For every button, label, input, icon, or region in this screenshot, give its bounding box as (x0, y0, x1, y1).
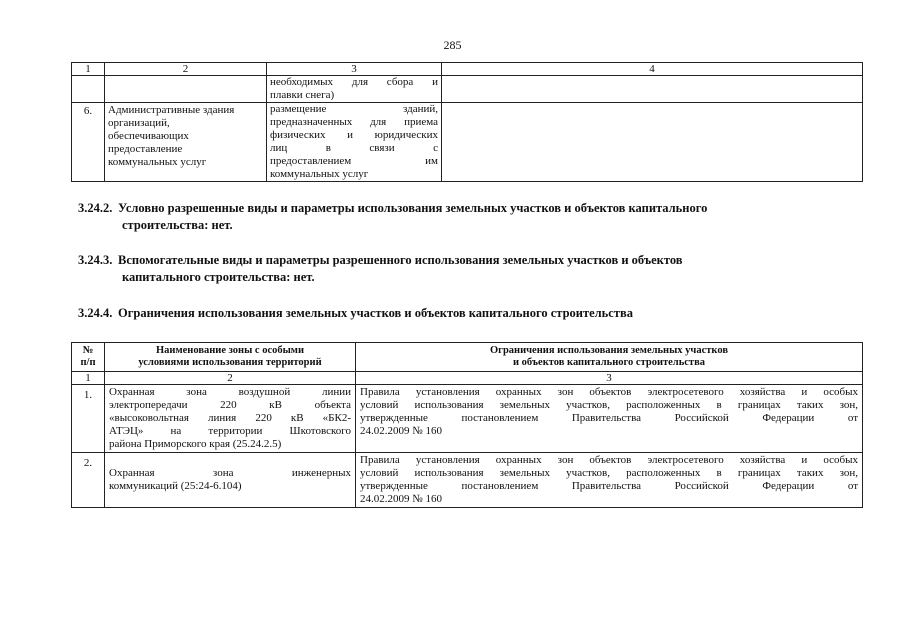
row-number: 6. (72, 103, 105, 182)
section-number: 3.24.4. (78, 306, 113, 320)
text-line: Охранная зона инженерных (109, 467, 351, 479)
text-line: плавки снега) (270, 89, 335, 101)
section-title-line: капитального строительства: нет. (122, 270, 315, 284)
col-number-2: 2 (105, 63, 267, 76)
text-line: Правила установления охранных зон объектов электросетевого хозяйства и особых (360, 386, 858, 398)
header-text: Наименование зоны с особыми (156, 345, 304, 356)
section-number: 3.24.3. (78, 253, 113, 267)
zone-name (105, 453, 356, 508)
row-number: 1. (72, 385, 105, 453)
header-number (72, 343, 105, 372)
text-line: Правила установления охранных зон объектов электросетевого хозяйства и особых (360, 454, 858, 466)
col-number-4: 4 (442, 63, 863, 76)
text-line: организаций, (108, 117, 170, 129)
zone-name (105, 385, 356, 453)
cell-empty (442, 103, 863, 182)
header-text: и объектов капитального строительства (513, 357, 705, 368)
table-row (72, 453, 863, 508)
text-line: коммунальных услуг (108, 156, 207, 168)
text-line: утвержденные постановлением Правительства Российской Федерации от (360, 412, 858, 424)
section-heading-3-24-2 (78, 200, 858, 234)
text-line: предоставлением им (270, 155, 438, 167)
table-row (72, 385, 863, 453)
col-number-2: 2 (105, 372, 356, 385)
restriction-text (356, 453, 863, 508)
text-line: Административные здания (108, 104, 235, 116)
text-line: АТЭЦ» на территории Шкотовского (109, 425, 351, 437)
text-line: предоставление (108, 143, 183, 155)
header-text: п/п (80, 357, 96, 368)
text-line: Охранная зона воздушной линии (109, 386, 351, 398)
col-number-1: 1 (72, 63, 105, 76)
use-type-description (267, 103, 442, 182)
text-line: коммунальных услуг (270, 168, 369, 180)
table-row-continuation (72, 76, 863, 103)
header-row (72, 343, 863, 372)
text-line: физических и юридических (270, 129, 438, 141)
text-line: условий использования земельных участков, расположенных в границах таких зон, (360, 467, 858, 479)
use-type-name (105, 103, 267, 182)
text-line: «высоковольтная линия 220 кВ «БК2- (109, 412, 351, 424)
header-restrictions (356, 343, 863, 372)
text-line: утвержденные постановлением Правительства Российской Федерации от (360, 480, 858, 492)
col-number-3: 3 (356, 372, 863, 385)
column-number-row (72, 372, 863, 385)
section-number: 3.24.2. (78, 201, 113, 215)
col-number-3: 3 (267, 63, 442, 76)
section-heading-3-24-3 (78, 252, 858, 286)
text-line: 24.02.2009 № 160 (360, 425, 442, 437)
table-row (72, 103, 863, 182)
header-text: № (82, 345, 94, 356)
page-number: 285 (443, 38, 462, 52)
restrictions-table (71, 342, 863, 508)
header-text: условиями использования территорий (138, 357, 322, 368)
header-text: Ограничения использования земельных участков (490, 345, 728, 356)
restriction-text (356, 385, 863, 453)
continued-description (267, 76, 442, 103)
text-line: обеспечивающих (108, 130, 189, 142)
text-line: коммуникаций (25:24-6.104) (109, 480, 242, 492)
section-title-line: Условно разрешенные виды и параметры использования земельных участков и объектов капитального (118, 201, 708, 215)
text-line: условий использования земельных участков, расположенных в границах таких зон, (360, 399, 858, 411)
text-line: района Приморского края (25.24.2.5) (109, 438, 282, 450)
row-number: 2. (72, 453, 105, 508)
cell-empty (442, 76, 863, 103)
section-title-line: Ограничения использования земельных участков и объектов капитального строительства (118, 306, 633, 320)
text-line: электропередачи 220 кВ объекта (109, 399, 351, 411)
text-line: предназначенных для приема (270, 116, 438, 128)
cell-empty (72, 76, 105, 103)
text-line: размещение зданий, (270, 103, 438, 115)
section-title-line: строительства: нет. (122, 218, 233, 232)
land-use-table-continued (71, 62, 863, 182)
cell-empty (105, 76, 267, 103)
header-zone-name (105, 343, 356, 372)
text-line: необходимых для сбора и (270, 76, 438, 88)
col-number-1: 1 (72, 372, 105, 385)
section-heading-3-24-4 (78, 305, 858, 322)
text-line: лиц в связи с (270, 142, 438, 154)
section-title-line: Вспомогательные виды и параметры разрешенного использования земельных участков и объектов (118, 253, 683, 267)
column-number-row (72, 63, 863, 76)
text-line: 24.02.2009 № 160 (360, 493, 442, 505)
